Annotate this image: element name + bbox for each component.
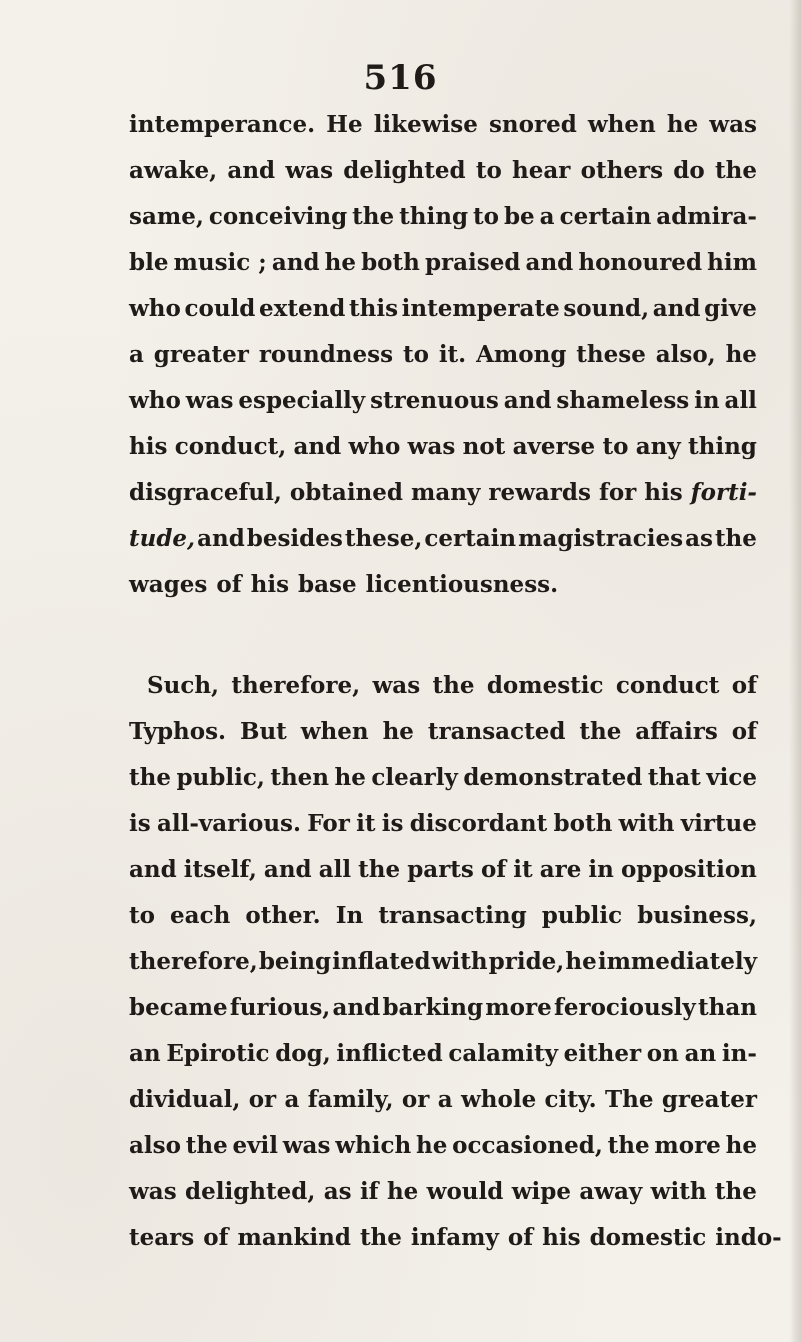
- word: He: [326, 111, 363, 138]
- word: him: [707, 249, 757, 276]
- text-line: [129, 562, 757, 608]
- word: all: [724, 387, 757, 414]
- word: and: [503, 387, 552, 414]
- word: he: [324, 249, 357, 276]
- word: was: [282, 1132, 331, 1159]
- word: an: [684, 1040, 717, 1067]
- text-line: [129, 470, 757, 516]
- word: licentiousness.: [365, 571, 559, 598]
- word: be: [503, 203, 535, 230]
- text-line: [129, 240, 757, 286]
- word: any: [635, 433, 681, 460]
- word: awake,: [129, 157, 218, 184]
- text-line: [129, 516, 757, 562]
- text-line: [129, 1031, 757, 1077]
- word: to: [475, 157, 502, 184]
- word: itself,: [183, 856, 257, 883]
- text-line: [129, 709, 757, 755]
- word: would: [426, 1178, 504, 1205]
- word: thing: [399, 203, 469, 230]
- text-line: [129, 148, 757, 194]
- word: more: [654, 1132, 721, 1159]
- word: tude,: [129, 525, 196, 552]
- word: his: [542, 1224, 581, 1251]
- word: the: [714, 1178, 757, 1205]
- text-line: [129, 801, 757, 847]
- word: to: [602, 433, 629, 460]
- word: with: [618, 810, 675, 837]
- word: calamity: [448, 1040, 558, 1067]
- word: occasioned,: [452, 1132, 603, 1159]
- word: public: [541, 902, 623, 929]
- word: a: [129, 341, 144, 368]
- word: on: [646, 1040, 679, 1067]
- word: wipe: [511, 1178, 571, 1205]
- word: that: [647, 764, 701, 791]
- word: his: [644, 479, 683, 506]
- word: became: [129, 994, 228, 1021]
- word: transacting: [378, 902, 527, 929]
- text-line: [129, 939, 757, 985]
- word: was: [285, 157, 334, 184]
- word: Among: [476, 341, 567, 368]
- word: the: [432, 672, 475, 699]
- word: mankind: [237, 1224, 351, 1251]
- word: than: [698, 994, 757, 1021]
- text-line: [129, 102, 757, 148]
- word: shameless: [556, 387, 690, 414]
- word: of: [731, 718, 757, 745]
- word: opposition: [620, 856, 757, 883]
- word: a: [539, 203, 555, 230]
- page-edge-shadow: [789, 0, 801, 1342]
- word: and: [271, 249, 320, 276]
- word: he: [666, 111, 699, 138]
- word: besides: [246, 525, 343, 552]
- word: certain: [559, 203, 652, 230]
- word: as: [685, 525, 713, 552]
- word: city.: [544, 1086, 597, 1113]
- word: strenuous: [370, 387, 499, 414]
- word: obtained: [289, 479, 403, 506]
- word: the: [185, 1132, 228, 1159]
- word: who: [129, 295, 181, 322]
- word: to: [129, 902, 155, 929]
- word: greater: [153, 341, 249, 368]
- page-number: 516: [363, 58, 438, 98]
- word: to: [402, 341, 429, 368]
- word: he: [725, 1132, 757, 1159]
- text-line: [129, 847, 757, 893]
- word: praised: [424, 249, 521, 276]
- word: hear: [512, 157, 571, 184]
- word: who: [348, 433, 401, 460]
- word: thing: [687, 433, 757, 460]
- word: extend: [258, 295, 346, 322]
- word: pride,: [488, 948, 565, 975]
- word: snored: [488, 111, 577, 138]
- word: of: [731, 672, 757, 699]
- word: business,: [637, 902, 757, 929]
- word: when: [300, 718, 369, 745]
- word: all-various.: [156, 810, 302, 837]
- word: away: [579, 1178, 643, 1205]
- word: who: [129, 387, 181, 414]
- word: being: [258, 948, 332, 975]
- word: all: [318, 856, 352, 883]
- word: was: [407, 433, 456, 460]
- word: other.: [245, 902, 321, 929]
- word: he: [725, 341, 757, 368]
- word: therefore,: [129, 948, 258, 975]
- word: inflicted: [336, 1040, 443, 1067]
- word: it: [513, 856, 533, 883]
- word: indo-: [715, 1224, 782, 1251]
- word: forti-: [690, 479, 757, 506]
- word: also,: [655, 341, 716, 368]
- word: parts: [407, 856, 474, 883]
- word: in: [588, 856, 614, 883]
- word: immediately: [597, 948, 757, 975]
- word: The: [605, 1086, 654, 1113]
- word: both: [361, 249, 420, 276]
- word: many: [411, 479, 481, 506]
- word: the: [714, 525, 757, 552]
- word: intemperate: [401, 295, 560, 322]
- word: each: [170, 902, 231, 929]
- word: inflated: [332, 948, 431, 975]
- word: more: [485, 994, 552, 1021]
- word: which: [335, 1132, 412, 1159]
- word: he: [415, 1132, 448, 1159]
- word: furious,: [229, 994, 331, 1021]
- word: of: [203, 1224, 229, 1251]
- word: delighted,: [185, 1178, 316, 1205]
- text-line: [129, 893, 757, 939]
- word: dividual,: [129, 1086, 241, 1113]
- word: of: [216, 571, 242, 598]
- word: tears: [129, 1224, 195, 1251]
- word: of: [507, 1224, 534, 1251]
- text-line: [129, 755, 757, 801]
- word: therefore,: [231, 672, 361, 699]
- word: evil: [232, 1132, 278, 1159]
- word: and: [263, 856, 312, 883]
- word: an: [129, 1040, 161, 1067]
- word: especially: [238, 387, 366, 414]
- word: of: [480, 856, 507, 883]
- word: affairs: [635, 718, 718, 745]
- word: is: [129, 810, 151, 837]
- word: the: [129, 764, 171, 791]
- word: public,: [176, 764, 265, 791]
- word: magistracies: [518, 525, 684, 552]
- paragraph-1: [129, 102, 757, 608]
- word: and: [652, 295, 701, 322]
- word: In: [335, 902, 364, 929]
- word: his: [129, 433, 168, 460]
- word: rewards: [488, 479, 591, 506]
- word: intemperance.: [129, 111, 316, 138]
- word: transacted: [427, 718, 566, 745]
- word: was: [709, 111, 757, 138]
- word: ferociously: [553, 994, 696, 1021]
- word: is: [381, 810, 404, 837]
- word: sound,: [563, 295, 650, 322]
- word: a: [437, 1086, 453, 1113]
- word: But: [240, 718, 287, 745]
- word: with: [650, 1178, 707, 1205]
- word: others: [580, 157, 664, 184]
- word: certain: [424, 525, 517, 552]
- word: base: [298, 571, 357, 598]
- word: conduct: [615, 672, 720, 699]
- word: the: [358, 856, 401, 883]
- word: his: [250, 571, 290, 598]
- text-line: [129, 1123, 757, 1169]
- word: the: [359, 1224, 402, 1251]
- word: greater: [661, 1086, 757, 1113]
- text-line: [129, 1215, 782, 1261]
- word: a: [284, 1086, 300, 1113]
- word: also: [129, 1132, 181, 1159]
- text-line: [129, 424, 757, 470]
- word: and: [129, 856, 177, 883]
- word: admira-: [656, 203, 757, 230]
- word: with: [431, 948, 488, 975]
- text-line: [129, 194, 757, 240]
- word: was: [129, 1178, 177, 1205]
- word: do: [673, 157, 705, 184]
- word: domestic: [486, 672, 604, 699]
- paragraph-2: [129, 663, 782, 1261]
- word: the: [579, 718, 622, 745]
- word: or: [401, 1086, 430, 1113]
- word: these,: [344, 525, 423, 552]
- word: both: [553, 810, 613, 837]
- word: and: [525, 249, 574, 276]
- word: was: [185, 387, 234, 414]
- word: likewise: [373, 111, 478, 138]
- word: disgraceful,: [129, 479, 282, 506]
- text-line: [129, 985, 757, 1031]
- word: music ;: [173, 249, 267, 276]
- word: in-: [721, 1040, 757, 1067]
- word: these: [576, 341, 646, 368]
- text-line: [129, 1169, 757, 1215]
- word: not: [462, 433, 506, 460]
- word: Such,: [147, 672, 220, 699]
- word: infamy: [410, 1224, 499, 1251]
- word: honoured: [578, 249, 703, 276]
- word: he: [565, 948, 597, 975]
- word: as: [323, 1178, 352, 1205]
- word: to: [473, 203, 499, 230]
- word: are: [539, 856, 582, 883]
- word: he: [334, 764, 366, 791]
- word: and: [197, 525, 245, 552]
- word: he: [382, 718, 414, 745]
- word: vice: [706, 764, 757, 791]
- word: conceiving: [208, 203, 348, 230]
- word: virtue: [680, 810, 757, 837]
- word: averse: [512, 433, 596, 460]
- text-line: [129, 1077, 757, 1123]
- word: and: [332, 994, 381, 1021]
- word: or: [248, 1086, 277, 1113]
- word: for: [598, 479, 637, 506]
- word: it: [356, 810, 376, 837]
- word: give: [704, 295, 757, 322]
- word: in: [694, 387, 720, 414]
- word: For: [307, 810, 350, 837]
- word: ble: [129, 249, 169, 276]
- word: wages: [129, 571, 208, 598]
- word: was: [372, 672, 421, 699]
- word: domestic: [589, 1224, 707, 1251]
- word: this: [349, 295, 399, 322]
- word: same,: [129, 203, 204, 230]
- word: barking: [382, 994, 484, 1021]
- word: he: [386, 1178, 419, 1205]
- text-line: [129, 663, 757, 709]
- word: whole: [460, 1086, 537, 1113]
- word: the: [607, 1132, 650, 1159]
- word: discordant: [409, 810, 548, 837]
- word: family,: [307, 1086, 394, 1113]
- word: roundness: [258, 341, 394, 368]
- word: demonstrated: [463, 764, 643, 791]
- word: clearly: [371, 764, 458, 791]
- text-line: [129, 378, 757, 424]
- word: and: [227, 157, 276, 184]
- text-line: [129, 286, 757, 332]
- word: the: [352, 203, 395, 230]
- word: delighted: [343, 157, 466, 184]
- word: then: [270, 764, 330, 791]
- word: Epirotic: [166, 1040, 270, 1067]
- word: either: [563, 1040, 642, 1067]
- word: when: [587, 111, 656, 138]
- word: the: [714, 157, 757, 184]
- text-line: [129, 332, 757, 378]
- word: Typhos.: [129, 718, 227, 745]
- word: dog,: [275, 1040, 331, 1067]
- word: and: [293, 433, 342, 460]
- word: if: [359, 1178, 379, 1205]
- word: could: [184, 295, 256, 322]
- word: it.: [438, 341, 467, 368]
- word: conduct,: [174, 433, 287, 460]
